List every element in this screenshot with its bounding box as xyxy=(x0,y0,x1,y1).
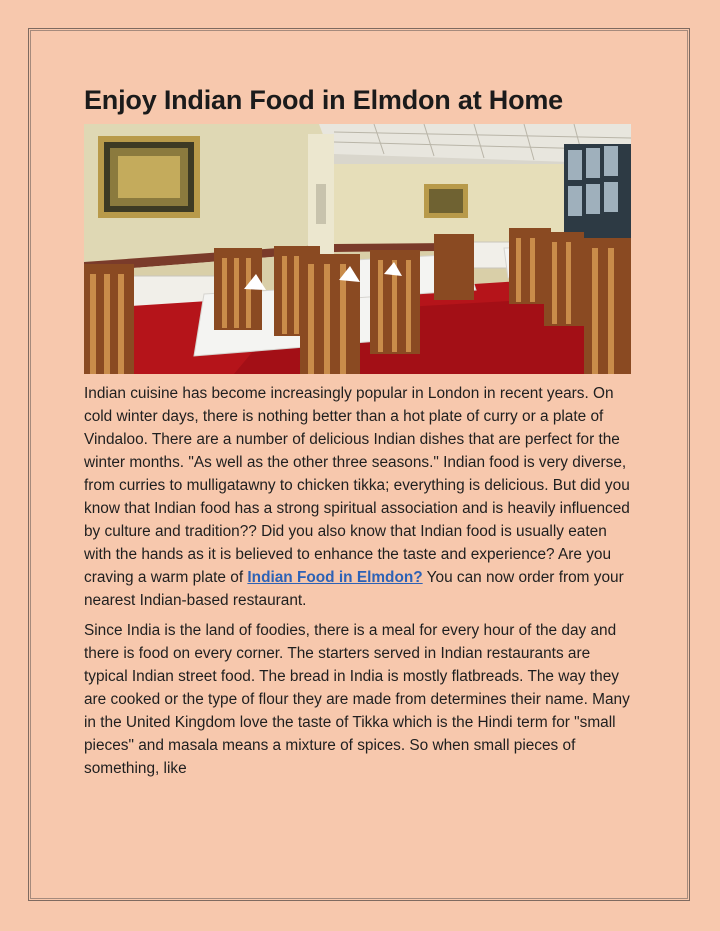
paragraph-text: Indian cuisine has become increasingly popular in London in recent years. On cold winter days, there is nothing better than a hot plate of curry or a plate of Vindaloo. There are a number of delicious Indian dishes that are perfect for the winter months. "As well as the other three seasons." Indian food is very diverse, from curries to mulligatawny to chicken tikka; everything is delicious. But did you know that Indian food has a strong spiritual association and is heavily influenced by culture and tradition?? Did you also know that Indian food is usually eaten with the hands as it is believed to enhance the taste and experience? Are you craving a warm plate of xyxy=(84,385,630,586)
paragraph-text: You can now order from your nearest Indian-based restaurant. xyxy=(84,569,624,609)
restaurant-photo xyxy=(84,124,631,374)
document-title: Enjoy Indian Food in Elmdon at Home xyxy=(84,85,564,115)
paragraph xyxy=(84,382,632,612)
paragraph: Since India is the land of foodies, there is a meal for every hour of the day and there is food on every corner. The starters served in Indian restaurants are typical Indian street food. The bread in India is mostly flatbreads. The way they are cooked or the type of flour they are made from determines their name. Many in the United Kingdom love the taste of Tikka which is the Hindi term for "small pieces" and masala means a mixture of spices. So when small pieces of something, like xyxy=(84,622,630,777)
indian-food-elmdon-link[interactable]: Indian Food in Elmdon? xyxy=(247,569,423,586)
document-body xyxy=(84,382,632,787)
